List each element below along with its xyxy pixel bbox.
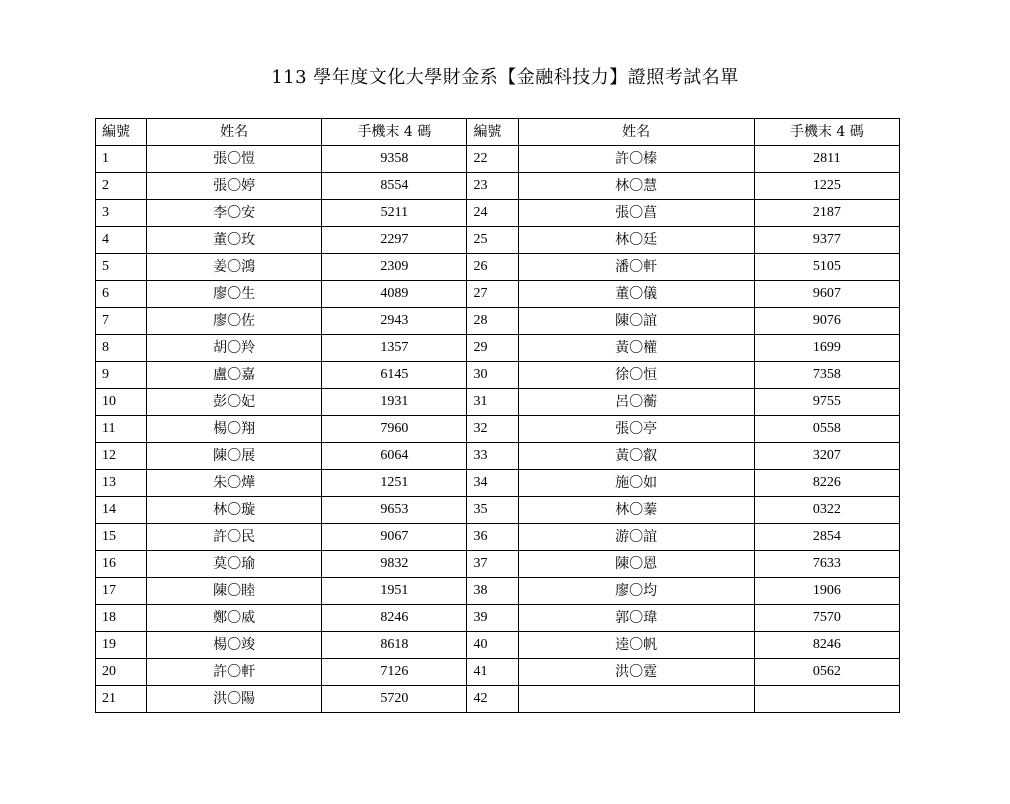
entry-number: 14 [96,497,147,524]
entry-name: 陳〇睦 [147,578,322,605]
entry-name: 莫〇瑜 [147,551,322,578]
header-name: 姓名 [147,119,322,146]
entry-phone: 9076 [754,308,899,335]
entry-number: 23 [467,173,518,200]
entry-phone: 2943 [322,308,467,335]
entry-name: 潘〇軒 [518,254,754,281]
entry-name: 林〇慧 [518,173,754,200]
entry-name: 董〇玫 [147,227,322,254]
table-row [96,227,900,254]
entry-name: 林〇廷 [518,227,754,254]
entry-name: 許〇榛 [518,146,754,173]
entry-phone: 6145 [322,362,467,389]
entry-name: 李〇安 [147,200,322,227]
entry-name: 楊〇竣 [147,632,322,659]
entry-phone: 7570 [754,605,899,632]
entry-phone: 5105 [754,254,899,281]
entry-number: 42 [467,686,518,713]
entry-phone: 9377 [754,227,899,254]
entry-name: 洪〇霆 [518,659,754,686]
exam-roster-table [95,118,900,713]
entry-phone: 7960 [322,416,467,443]
entry-name: 林〇蓁 [518,497,754,524]
entry-phone: 1931 [322,389,467,416]
entry-name: 張〇亭 [518,416,754,443]
entry-phone: 7358 [754,362,899,389]
table-row [96,443,900,470]
entry-number: 26 [467,254,518,281]
entry-name: 楊〇翔 [147,416,322,443]
entry-name: 逵〇帆 [518,632,754,659]
entry-name: 郭〇瑋 [518,605,754,632]
entry-number: 19 [96,632,147,659]
entry-number: 29 [467,335,518,362]
entry-phone: 9607 [754,281,899,308]
table-header-row [96,119,900,146]
entry-phone: 0322 [754,497,899,524]
entry-number: 34 [467,470,518,497]
table-row [96,335,900,362]
table-row [96,686,900,713]
header-phone: 手機末 4 碼 [754,119,899,146]
entry-phone: 1225 [754,173,899,200]
entry-name: 許〇軒 [147,659,322,686]
entry-name: 陳〇展 [147,443,322,470]
entry-number: 35 [467,497,518,524]
entry-number: 4 [96,227,147,254]
entry-name: 陳〇誼 [518,308,754,335]
header-number: 編號 [96,119,147,146]
table-row [96,524,900,551]
entry-name: 張〇愷 [147,146,322,173]
entry-number: 37 [467,551,518,578]
header-phone: 手機末 4 碼 [322,119,467,146]
entry-number: 7 [96,308,147,335]
entry-number: 2 [96,173,147,200]
entry-number: 30 [467,362,518,389]
entry-number: 31 [467,389,518,416]
entry-number: 38 [467,578,518,605]
entry-phone: 8618 [322,632,467,659]
table-row [96,146,900,173]
table-row [96,416,900,443]
entry-name: 廖〇佐 [147,308,322,335]
entry-phone: 8226 [754,470,899,497]
entry-number: 33 [467,443,518,470]
entry-number: 9 [96,362,147,389]
entry-phone: 3207 [754,443,899,470]
entry-name: 林〇璇 [147,497,322,524]
entry-name: 許〇民 [147,524,322,551]
entry-number: 13 [96,470,147,497]
entry-name: 游〇誼 [518,524,754,551]
entry-phone: 9755 [754,389,899,416]
entry-phone: 2309 [322,254,467,281]
table-row [96,173,900,200]
entry-phone: 9067 [322,524,467,551]
table-row [96,200,900,227]
entry-phone: 2187 [754,200,899,227]
entry-number: 22 [467,146,518,173]
entry-number: 1 [96,146,147,173]
entry-name: 盧〇嘉 [147,362,322,389]
entry-name: 廖〇生 [147,281,322,308]
entry-phone: 9358 [322,146,467,173]
entry-phone: 8246 [322,605,467,632]
entry-name: 黃〇叡 [518,443,754,470]
entry-number: 8 [96,335,147,362]
entry-phone: 2297 [322,227,467,254]
entry-phone [754,686,899,713]
entry-number: 3 [96,200,147,227]
entry-name: 朱〇燁 [147,470,322,497]
entry-phone: 1906 [754,578,899,605]
entry-phone: 5211 [322,200,467,227]
entry-name: 彭〇妃 [147,389,322,416]
table-row [96,308,900,335]
entry-name: 黃〇權 [518,335,754,362]
table-row [96,362,900,389]
entry-number: 16 [96,551,147,578]
entry-number: 24 [467,200,518,227]
entry-number: 10 [96,389,147,416]
entry-phone: 7633 [754,551,899,578]
entry-number: 12 [96,443,147,470]
entry-phone: 0562 [754,659,899,686]
entry-number: 6 [96,281,147,308]
entry-name: 姜〇鴻 [147,254,322,281]
entry-number: 11 [96,416,147,443]
entry-phone: 0558 [754,416,899,443]
entry-phone: 6064 [322,443,467,470]
entry-number: 25 [467,227,518,254]
entry-name: 徐〇恒 [518,362,754,389]
entry-name: 施〇如 [518,470,754,497]
entry-phone: 5720 [322,686,467,713]
entry-number: 20 [96,659,147,686]
entry-name: 張〇菖 [518,200,754,227]
entry-phone: 8554 [322,173,467,200]
table-row [96,254,900,281]
entry-number: 40 [467,632,518,659]
entry-number: 36 [467,524,518,551]
entry-phone: 1951 [322,578,467,605]
table-row [96,578,900,605]
entry-phone: 2854 [754,524,899,551]
entry-name: 呂〇蘅 [518,389,754,416]
table-row [96,389,900,416]
entry-phone: 2811 [754,146,899,173]
table-row [96,470,900,497]
entry-phone: 4089 [322,281,467,308]
entry-phone: 7126 [322,659,467,686]
entry-name: 胡〇羚 [147,335,322,362]
entry-name: 鄭〇威 [147,605,322,632]
table-row [96,605,900,632]
table-row [96,497,900,524]
entry-number: 28 [467,308,518,335]
entry-number: 32 [467,416,518,443]
table-row [96,281,900,308]
entry-name: 洪〇陽 [147,686,322,713]
entry-number: 41 [467,659,518,686]
entry-name: 陳〇恩 [518,551,754,578]
document-title: 113 學年度文化大學財金系【金融科技力】證照考試名單 [271,67,739,88]
table-row [96,632,900,659]
entry-phone: 1699 [754,335,899,362]
entry-name: 廖〇均 [518,578,754,605]
entry-number: 18 [96,605,147,632]
entry-name [518,686,754,713]
table-row [96,551,900,578]
entry-phone: 9653 [322,497,467,524]
entry-number: 27 [467,281,518,308]
entry-number: 5 [96,254,147,281]
table-row [96,659,900,686]
entry-number: 15 [96,524,147,551]
entry-phone: 1357 [322,335,467,362]
header-name: 姓名 [518,119,754,146]
entry-phone: 9832 [322,551,467,578]
entry-name: 張〇婷 [147,173,322,200]
entry-name: 董〇儀 [518,281,754,308]
entry-phone: 1251 [322,470,467,497]
header-number: 編號 [467,119,518,146]
entry-number: 17 [96,578,147,605]
entry-number: 39 [467,605,518,632]
entry-phone: 8246 [754,632,899,659]
entry-number: 21 [96,686,147,713]
